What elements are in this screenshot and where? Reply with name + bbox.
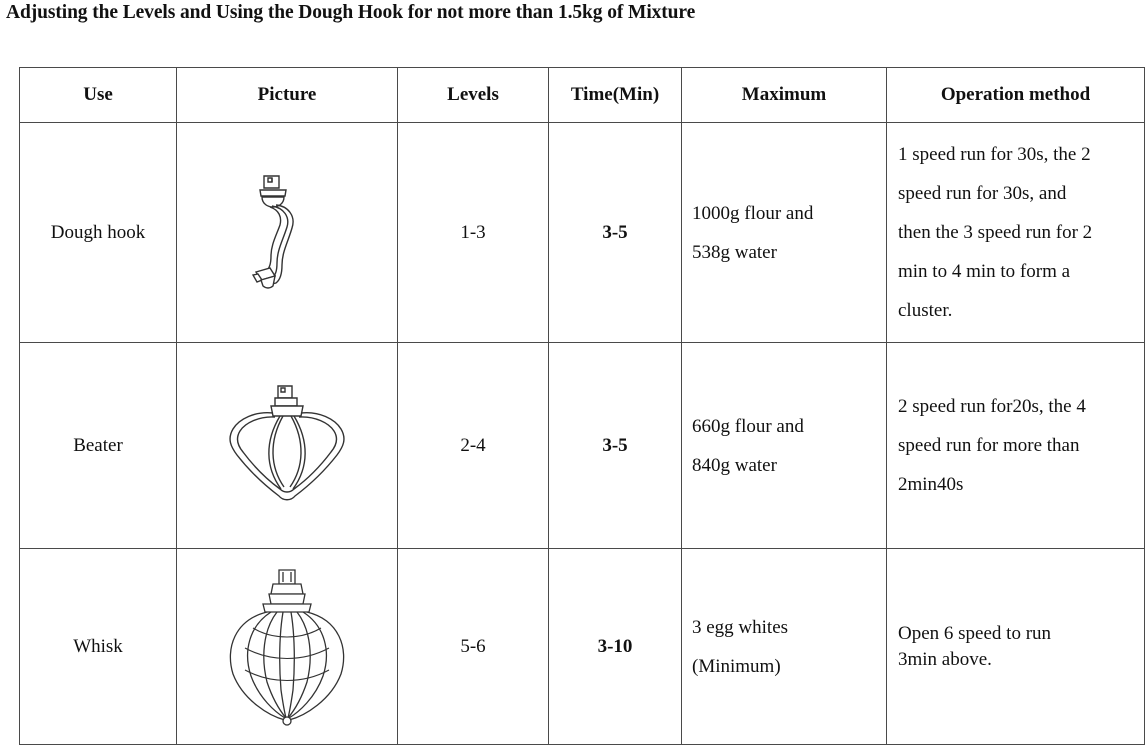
maximum-cell — [682, 549, 887, 745]
header-levels: Levels — [398, 68, 549, 123]
operation-line: min to 4 min to form a — [898, 261, 1071, 282]
table-row — [20, 123, 1145, 343]
maximum-line: 538g water — [692, 241, 777, 263]
operation-cell — [887, 123, 1145, 343]
operation-line: 2 speed run for20s, the 4 — [898, 396, 1086, 417]
maximum-cell — [682, 123, 887, 343]
operation-cell — [887, 343, 1145, 549]
operation-line: 1 speed run for 30s, the 2 — [898, 144, 1091, 165]
document-title: Adjusting the Levels and Using the Dough Hook for not more than 1.5kg of Mixture — [6, 2, 696, 23]
mixing-guide-table — [19, 67, 1145, 745]
maximum-line: 660g flour and — [692, 415, 804, 437]
picture-cell — [177, 123, 398, 343]
dough-hook-icon — [242, 170, 332, 295]
maximum-line: 1000g flour and — [692, 202, 814, 224]
operation-line: speed run for more than — [898, 435, 1080, 456]
maximum-line: (Minimum) — [692, 655, 781, 677]
table-header-row — [20, 68, 1145, 123]
maximum-cell — [682, 343, 887, 549]
picture-cell — [177, 549, 398, 745]
time-cell: 3-5 — [549, 343, 682, 549]
header-maximum: Maximum — [682, 68, 887, 123]
use-cell: Dough hook — [20, 123, 177, 343]
operation-line: 2min40s — [898, 474, 964, 495]
picture-cell — [177, 343, 398, 549]
operation-line: Open 6 speed to run — [898, 622, 1052, 644]
table-row — [20, 549, 1145, 745]
header-use: Use — [20, 68, 177, 123]
use-cell: Whisk — [20, 549, 177, 745]
operation-line: 3min above. — [898, 648, 992, 670]
time-cell: 3-10 — [549, 549, 682, 745]
wire-whisk-icon — [223, 566, 351, 728]
maximum-line: 3 egg whites — [692, 616, 789, 638]
header-picture: Picture — [177, 68, 398, 123]
use-cell: Beater — [20, 343, 177, 549]
flat-beater-icon — [225, 383, 349, 509]
operation-line: then the 3 speed run for 2 — [898, 222, 1093, 243]
header-operation-method: Operation method — [887, 68, 1145, 123]
operation-line: speed run for 30s, and — [898, 183, 1067, 204]
table-row — [20, 343, 1145, 549]
maximum-line: 840g water — [692, 454, 777, 476]
header-time: Time(Min) — [549, 68, 682, 123]
levels-cell: 5-6 — [398, 549, 549, 745]
operation-line: cluster. — [898, 300, 953, 321]
levels-cell: 1-3 — [398, 123, 549, 343]
operation-cell — [887, 549, 1145, 745]
time-cell: 3-5 — [549, 123, 682, 343]
levels-cell: 2-4 — [398, 343, 549, 549]
